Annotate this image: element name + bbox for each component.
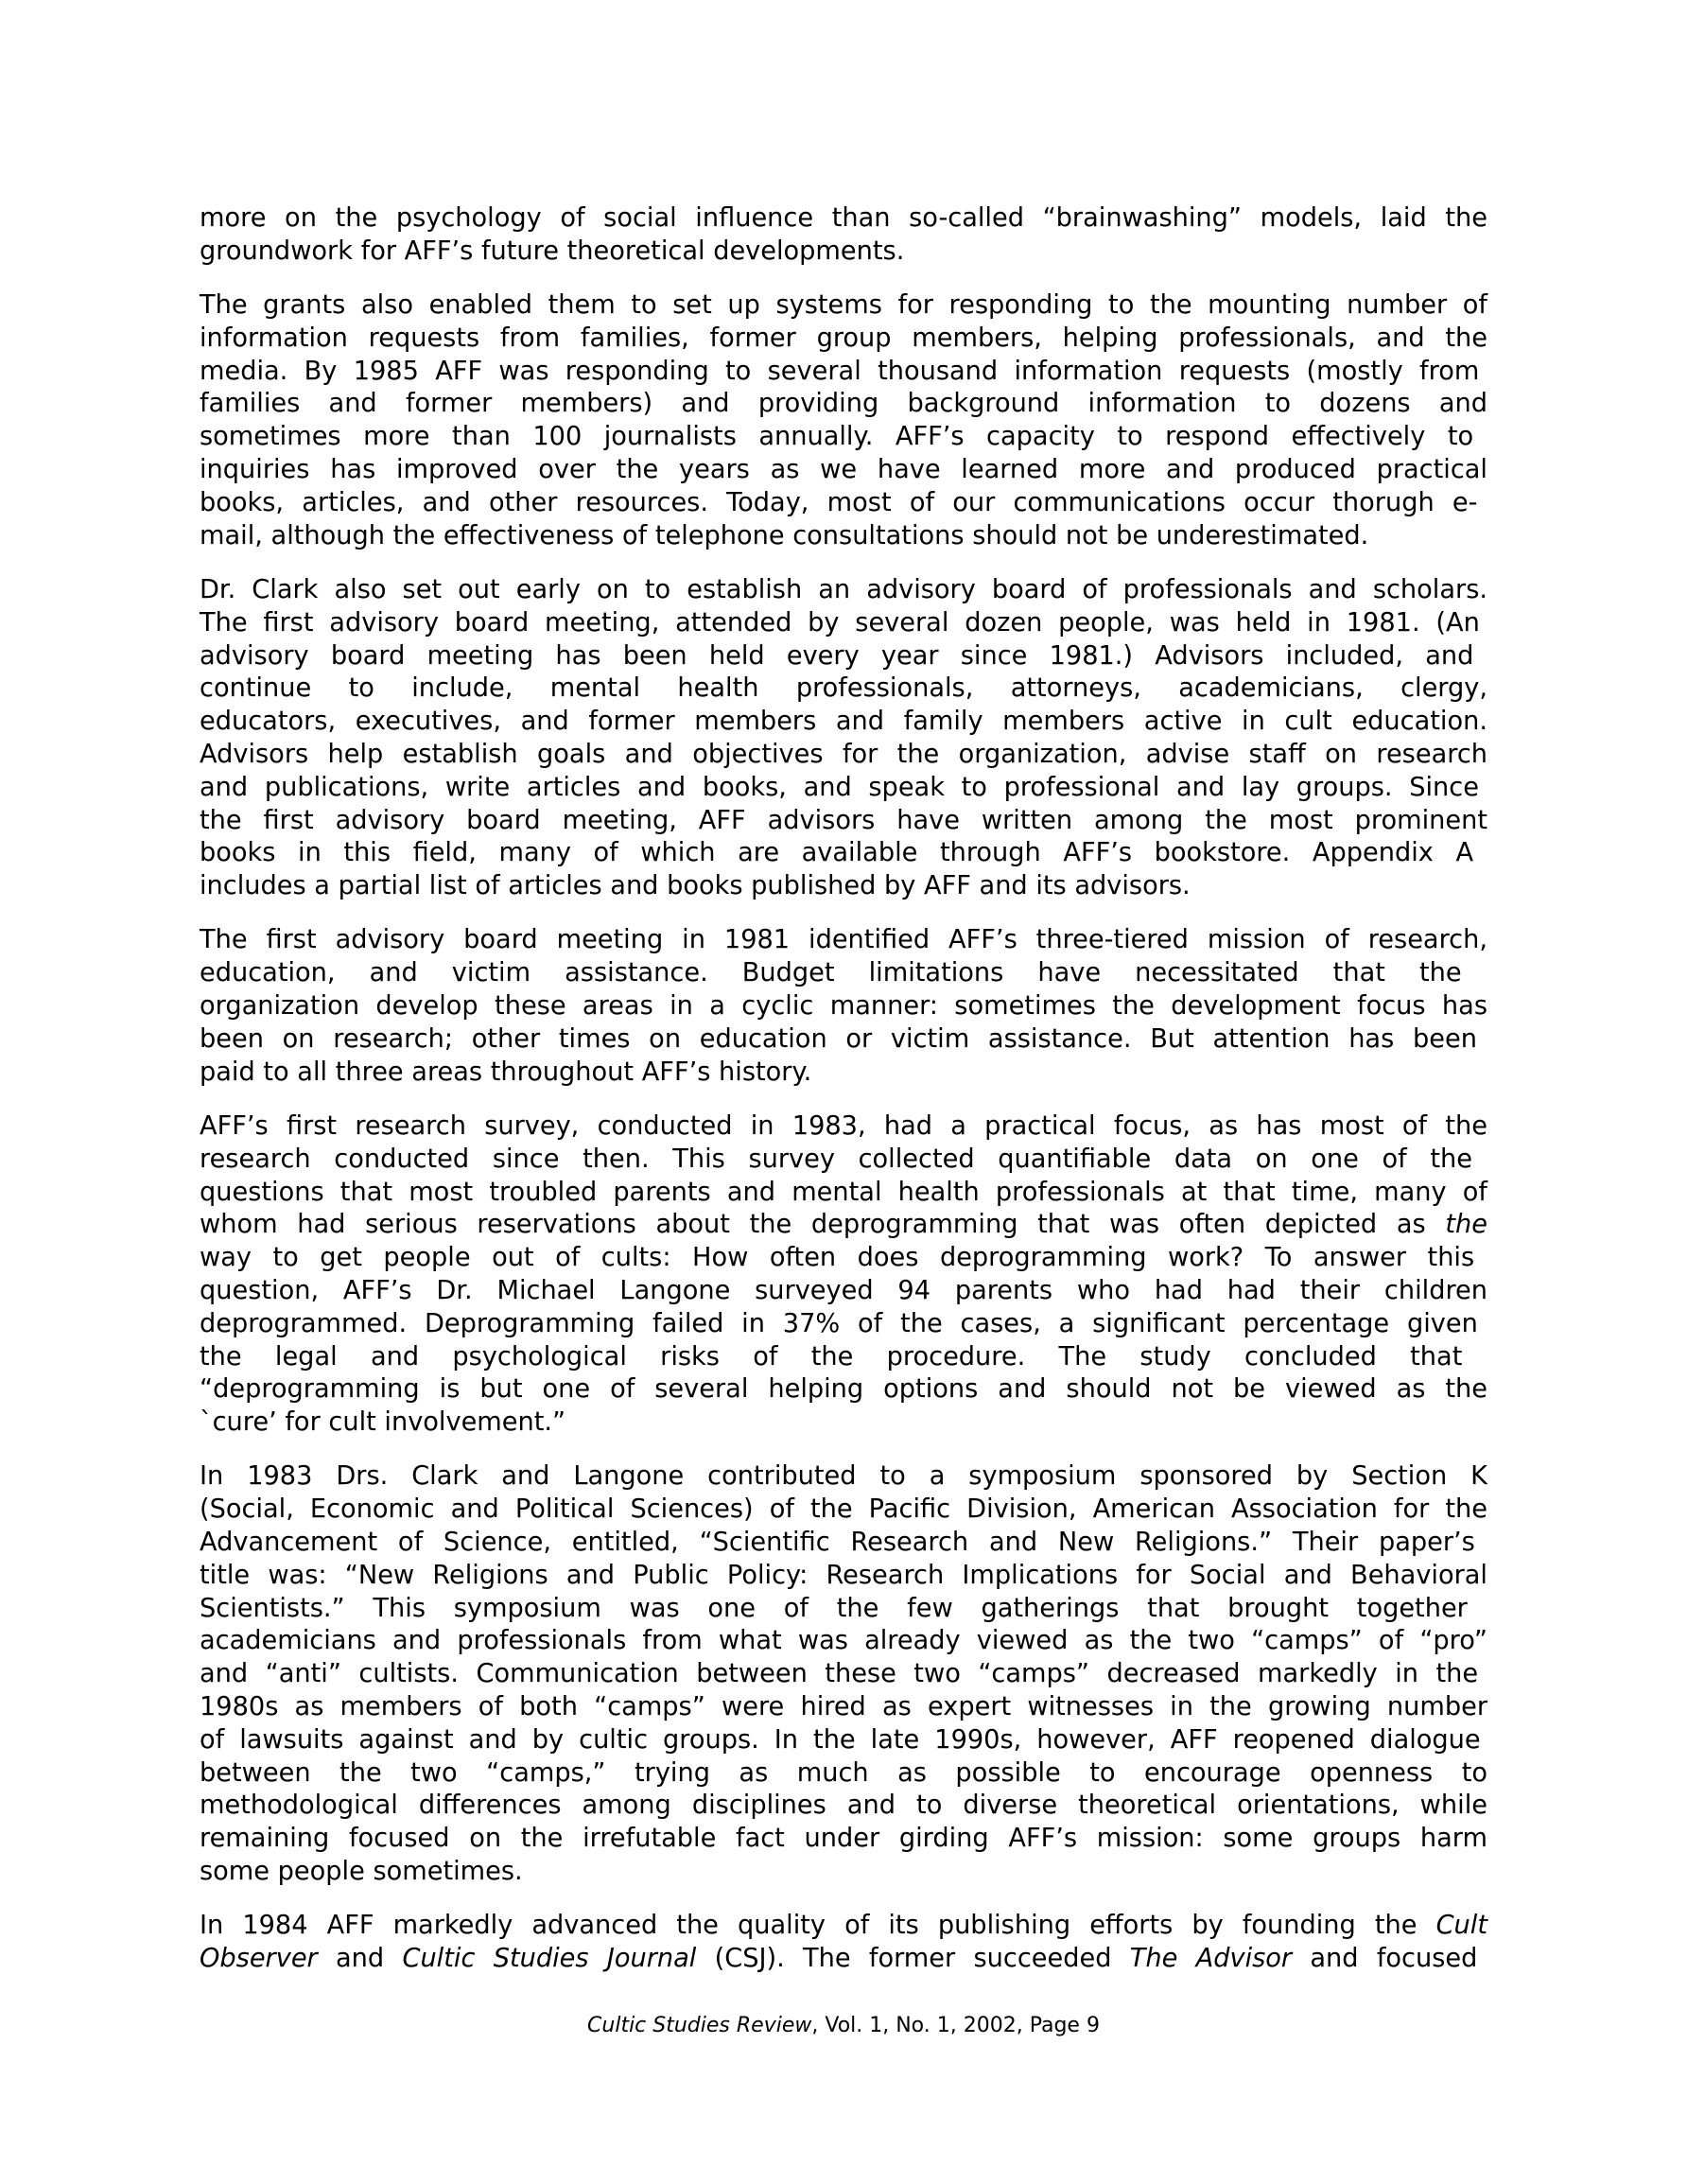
text-run: families and former members) and providing background information to dozens and <box>200 389 1487 419</box>
text-run: questions that most troubled parents and mental health professionals at that time, many of <box>200 1177 1487 1207</box>
text-line <box>200 706 1487 739</box>
text-run: 1980s as members of both “camps” were hired as expert witnesses in the growing number <box>200 1691 1487 1721</box>
text-line <box>200 421 1487 454</box>
text-line <box>200 837 1487 870</box>
text-run: (Social, Economic and Political Sciences) of the Pacific Division, American Association for the <box>200 1494 1487 1525</box>
text-run: In 1983 Drs. Clark and Langone contributed to a symposium sponsored by Section K <box>200 1461 1487 1492</box>
text-line <box>200 1242 1487 1275</box>
page-footer <box>0 2013 1687 2039</box>
text-line <box>200 957 1487 990</box>
text-line <box>200 990 1487 1023</box>
text-run: organization develop these areas in a cyclic manner: sometimes the development focus has <box>200 991 1487 1022</box>
italic-text: Observer <box>200 1944 318 1974</box>
text-run: way to get people out of cults: How often does deprogramming work? To answer this <box>200 1243 1475 1273</box>
text-run: and publications, write articles and books, and speak to professional and lay groups. Since <box>200 772 1479 802</box>
text-run: AFF’s first research survey, conducted in 1983, had a practical focus, as has most of the <box>200 1110 1487 1141</box>
text-run: sometimes more than 100 journalists annually. AFF’s capacity to respond effectively to <box>200 422 1474 452</box>
text-line <box>200 924 1487 957</box>
text-line <box>200 1625 1487 1658</box>
text-line <box>200 454 1487 487</box>
text-run: between the two “camps,” trying as much as possible to encourage openness to <box>200 1757 1487 1788</box>
text-run: methodological differences among disciplines and to diverse theoretical orientations, while <box>200 1791 1487 1821</box>
text-line <box>200 388 1487 421</box>
text-line <box>200 1209 1487 1242</box>
text-line <box>200 323 1487 356</box>
footer-citation-details: , Vol. 1, No. 1, 2002, Page 9 <box>811 2014 1100 2037</box>
text-line <box>200 1593 1487 1626</box>
text-run: The first advisory board meeting in 1981 identified AFF’s three-tiered mission of research, <box>200 925 1487 955</box>
text-run: mail, although the effectiveness of telephone consultations should not be underestimated. <box>200 520 1369 550</box>
text-line <box>200 1177 1487 1210</box>
text-run: remaining focused on the irrefutable fact under girding AFF’s mission: some groups harm <box>200 1824 1487 1854</box>
document-body <box>200 202 1487 1997</box>
text-line <box>200 805 1487 838</box>
paragraph <box>200 574 1487 903</box>
text-line <box>200 236 1487 269</box>
text-run: “deprogramming is but one of several helping options and should not be viewed as the <box>200 1374 1487 1405</box>
text-run: information requests from families, former group members, helping professionals, and the <box>200 323 1487 353</box>
text-run: books in this field, many of which are available through AFF’s bookstore. Appendix A <box>200 838 1474 868</box>
text-run: been on research; other times on education or victim assistance. But attention has been <box>200 1023 1477 1054</box>
text-run: (CSJ). The former succeeded <box>696 1944 1130 1974</box>
text-run: inquiries has improved over the years as we have learned more and produced practical <box>200 455 1487 485</box>
text-run: media. By 1985 AFF was responding to several thousand information requests (mostly from <box>200 356 1480 386</box>
text-run: Scientists.” This symposium was one of the few gatherings that brought together <box>200 1593 1468 1623</box>
italic-text: Cult <box>1435 1911 1487 1941</box>
text-line <box>200 772 1487 805</box>
paragraph <box>200 1910 1487 1976</box>
text-line <box>200 1373 1487 1406</box>
text-line <box>200 356 1487 389</box>
text-run: books, articles, and other resources. Today, most of our communications occur thorugh e- <box>200 487 1478 517</box>
text-run: Dr. Clark also set out early on to establish an advisory board of professionals and scholars. <box>200 574 1487 604</box>
text-run: education, and victim assistance. Budget limitations have necessitated that the <box>200 958 1462 988</box>
paragraph <box>200 1460 1487 1888</box>
text-line <box>200 202 1487 236</box>
text-run: The grants also enabled them to set up systems for responding to the mounting number of <box>200 290 1487 321</box>
text-run: academicians and professionals from what was already viewed as the two “camps” of “pro” <box>200 1626 1487 1656</box>
italic-text: Cultic Studies Journal <box>402 1944 697 1974</box>
text-line <box>200 1560 1487 1593</box>
text-run: some people sometimes. <box>200 1856 523 1886</box>
text-run: continue to include, mental health professionals, attorneys, academicians, clergy, <box>200 673 1487 704</box>
text-line <box>200 739 1487 772</box>
text-line <box>200 1823 1487 1856</box>
italic-text: the <box>1445 1210 1487 1240</box>
text-run: and <box>317 1944 403 1974</box>
text-run: The first advisory board meeting, attended by several dozen people, was held in 1981. (An <box>200 607 1480 638</box>
text-line <box>200 520 1487 553</box>
text-line <box>200 1275 1487 1308</box>
text-run: the legal and psychological risks of the procedure. The study concluded that <box>200 1341 1463 1372</box>
text-line <box>200 1527 1487 1560</box>
paragraph <box>200 289 1487 552</box>
text-line <box>200 1757 1487 1791</box>
text-line <box>200 1691 1487 1724</box>
text-line <box>200 1341 1487 1374</box>
text-run: groundwork for AFF’s future theoretical developments. <box>200 236 905 266</box>
text-line <box>200 1494 1487 1527</box>
text-run: In 1984 AFF markedly advanced the quality of its publishing efforts by founding the <box>200 1911 1436 1941</box>
text-run: Advancement of Science, entitled, “Scientific Research and New Religions.” Their paper’s <box>200 1527 1475 1557</box>
text-run: and “anti” cultists. Communication between these two “camps” decreased markedly in the <box>200 1659 1479 1689</box>
text-line <box>200 1057 1487 1090</box>
paragraph <box>200 1110 1487 1440</box>
text-line <box>200 1658 1487 1691</box>
text-line <box>200 1144 1487 1177</box>
paragraph <box>200 202 1487 269</box>
text-line <box>200 1724 1487 1757</box>
text-run: question, AFF’s Dr. Michael Langone surveyed 94 parents who had had their children <box>200 1275 1487 1305</box>
text-run: more on the psychology of social influence than so-called “brainwashing” models, laid the <box>200 203 1487 233</box>
text-line <box>200 1406 1487 1440</box>
text-line <box>200 1308 1487 1341</box>
text-run: of lawsuits against and by cultic groups. In the late 1990s, however, AFF reopened dialogue <box>200 1724 1481 1755</box>
text-run: Advisors help establish goals and objectives for the organization, advise staff on research <box>200 739 1487 769</box>
text-run: research conducted since then. This survey collected quantifiable data on one of the <box>200 1144 1472 1174</box>
text-line <box>200 289 1487 323</box>
text-line <box>200 1460 1487 1494</box>
text-run: whom had serious reservations about the deprogramming that was often depicted as <box>200 1210 1446 1240</box>
text-line <box>200 1943 1487 1976</box>
text-line <box>200 640 1487 673</box>
text-run: deprogrammed. Deprogramming failed in 37% of the cases, a significant percentage given <box>200 1308 1478 1338</box>
text-line <box>200 1110 1487 1144</box>
paragraph <box>200 924 1487 1089</box>
footer-journal-title: Cultic Studies Review <box>587 2014 812 2037</box>
text-run: advisory board meeting has been held every year since 1981.) Advisors included, and <box>200 640 1474 671</box>
text-run: `cure’ for cult involvement.” <box>200 1407 566 1438</box>
text-run: includes a partial list of articles and books published by AFF and its advisors. <box>200 871 1191 901</box>
text-line <box>200 574 1487 607</box>
text-run: the first advisory board meeting, AFF advisors have written among the most prominent <box>200 805 1487 835</box>
text-line <box>200 1023 1487 1057</box>
text-run: title was: “New Religions and Public Policy: Research Implications for Social and Behavioral <box>200 1560 1487 1590</box>
text-line <box>200 870 1487 903</box>
text-line <box>200 1790 1487 1823</box>
text-run: and focused <box>1292 1944 1478 1974</box>
text-run: paid to all three areas throughout AFF’s history. <box>200 1057 812 1087</box>
text-line <box>200 673 1487 706</box>
text-line <box>200 1910 1487 1943</box>
text-line <box>200 487 1487 520</box>
text-line <box>200 607 1487 640</box>
text-run: educators, executives, and former members and family members active in cult education. <box>200 707 1487 737</box>
text-line <box>200 1856 1487 1889</box>
italic-text: The Advisor <box>1129 1944 1293 1974</box>
